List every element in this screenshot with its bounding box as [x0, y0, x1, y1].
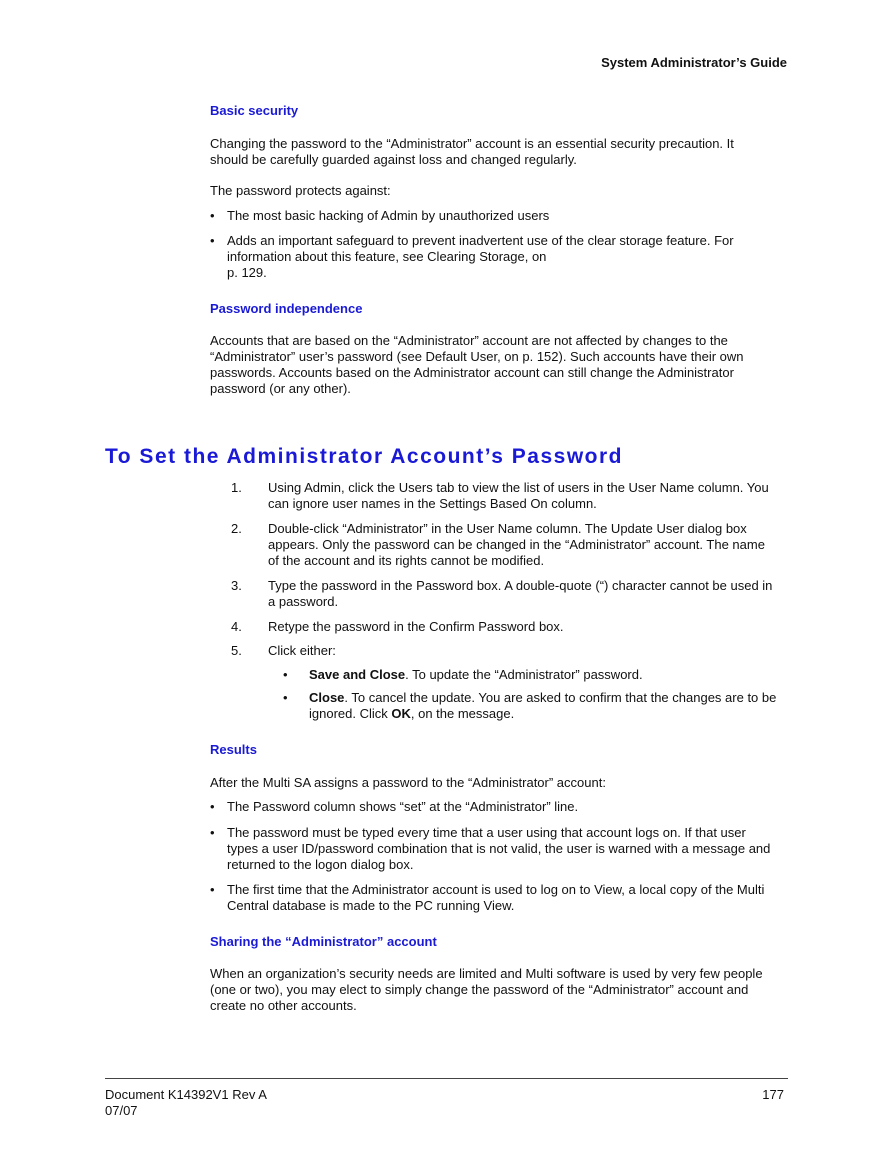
bullet-icon: •	[283, 690, 288, 705]
page-number: 177	[762, 1087, 784, 1102]
section-title: To Set the Administrator Account’s Password	[105, 445, 624, 468]
text-line: Type the password in the Password box. A double-quote (“) character cannot be used in	[268, 578, 773, 593]
list-item	[210, 208, 775, 224]
text-line: Accounts that are based on the “Administrator” account are not affected by changes to the	[210, 333, 728, 348]
bullet-icon: •	[210, 233, 215, 248]
text-line: a password.	[268, 594, 339, 609]
text-line: types a user ID/password combination that is not valid, the user is warned with a message and	[227, 841, 771, 856]
bullet-icon: •	[210, 799, 215, 814]
running-header: System Administrator’s Guide	[601, 55, 787, 70]
sub-list-item	[283, 690, 793, 722]
footer-date: 07/07	[105, 1103, 138, 1118]
step-number: 5.	[231, 643, 242, 658]
heading-sharing-administrator: Sharing the “Administrator” account	[210, 934, 437, 949]
text-line: “Administrator” user’s password (see Default User, on p. 152). Such accounts have their own	[210, 349, 744, 364]
step-text	[268, 480, 791, 512]
text-line: password (or any other).	[210, 381, 351, 396]
text-run: . To cancel the update. You are asked to confirm that the changes are to be	[344, 690, 777, 705]
text-line: When an organization’s security needs are limited and Multi software is used by very few people	[210, 966, 763, 981]
text-line	[309, 706, 793, 722]
footer-divider	[105, 1078, 788, 1079]
list-item	[210, 799, 775, 815]
heading-basic-security: Basic security	[210, 103, 299, 118]
step-item	[231, 619, 791, 635]
list-item	[210, 882, 775, 914]
text-line	[309, 690, 793, 706]
step-number: 4.	[231, 619, 242, 634]
text-line: should be carefully guarded against loss and changed regularly.	[210, 152, 577, 167]
sub-list-text	[309, 667, 793, 683]
text-line: p. 129.	[227, 265, 267, 280]
list-item-text	[227, 825, 775, 873]
results-intro: After the Multi SA assigns a password to the “Administrator” account:	[210, 775, 606, 790]
protects-against-intro: The password protects against:	[210, 183, 391, 198]
text-run: , on the message.	[410, 706, 515, 721]
text-line: The password must be typed every time that a user using that account logs on. If that user	[227, 825, 746, 840]
bullet-icon: •	[210, 208, 215, 223]
text-line: Adds an important safeguard to prevent inadvertent use of the clear storage feature. For	[227, 233, 734, 248]
password-independence-paragraph	[210, 333, 770, 397]
text-line: can ignore user names in the Settings Based On column.	[268, 496, 597, 511]
text-line: create no other accounts.	[210, 998, 357, 1013]
text-line: Central database is made to the PC running View.	[227, 898, 515, 913]
text-line: Using Admin, click the Users tab to view the list of users in the User Name column. You	[268, 480, 769, 495]
list-item	[210, 825, 775, 873]
text-line: (one or two), you may elect to simply change the password of the “Administrator” account and	[210, 982, 749, 997]
text-line: Changing the password to the “Administrator” account is an essential security precaution. It	[210, 136, 734, 151]
step-item	[231, 521, 791, 569]
save-and-close-label: Save and Close	[309, 667, 406, 682]
step-item	[231, 480, 791, 512]
text-line: returned to the logon dialog box.	[227, 857, 414, 872]
sharing-paragraph	[210, 966, 790, 1014]
list-item-text: The Password column shows “set” at the “Administrator” line.	[227, 799, 579, 814]
bullet-icon: •	[283, 667, 288, 682]
list-item-text: The most basic hacking of Admin by unauthorized users	[227, 208, 550, 223]
list-item-text	[227, 233, 775, 281]
list-item-text	[227, 882, 775, 914]
text-line: information about this feature, see Clearing Storage, on	[227, 249, 547, 264]
bullet-icon: •	[210, 882, 215, 897]
heading-results: Results	[210, 742, 257, 757]
step-text	[268, 578, 791, 610]
sub-list-text	[309, 690, 793, 722]
list-item	[210, 233, 775, 281]
basic-security-paragraph	[210, 136, 770, 168]
step-number: 1.	[231, 480, 242, 495]
text-run: ignored. Click	[309, 706, 392, 721]
close-label: Close	[309, 690, 345, 705]
step-text: Retype the password in the Confirm Password box.	[268, 619, 564, 634]
step-item	[231, 643, 791, 659]
text-line: The first time that the Administrator account is used to log on to View, a local copy of the Multi	[227, 882, 765, 897]
heading-password-independence: Password independence	[210, 301, 363, 316]
footer-doc-id: Document K14392V1 Rev A	[105, 1087, 267, 1102]
text-line: appears. Only the password can be changed in the “Administrator” account. The name	[268, 537, 765, 552]
step-number: 2.	[231, 521, 242, 536]
step-number: 3.	[231, 578, 242, 593]
ok-label: OK	[391, 706, 411, 721]
sub-list-item	[283, 667, 793, 683]
step-text	[268, 521, 791, 569]
text-run: . To update the “Administrator” password.	[405, 667, 643, 682]
step-item	[231, 578, 791, 610]
text-line: Double-click “Administrator” in the User Name column. The Update User dialog box	[268, 521, 747, 536]
footer-document-info	[105, 1087, 267, 1119]
bullet-icon: •	[210, 825, 215, 840]
text-line: passwords. Accounts based on the Administrator account can still change the Administrator	[210, 365, 734, 380]
step-text: Click either:	[268, 643, 336, 658]
text-line: of the account and its rights cannot be modified.	[268, 553, 545, 568]
